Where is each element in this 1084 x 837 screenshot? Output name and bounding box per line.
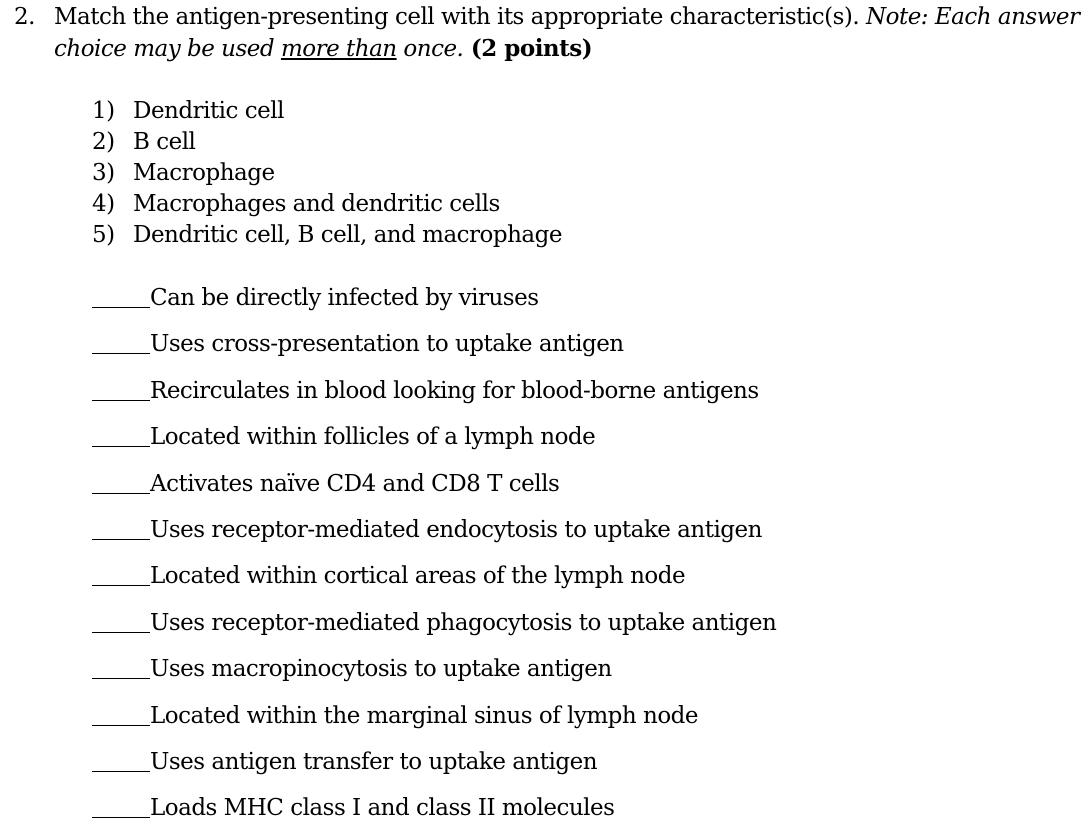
characteristic-row [92, 558, 776, 604]
characteristic-text: Located within follicles of a lymph node [150, 424, 596, 451]
choice-number: 5) [92, 222, 115, 248]
choice-number: 4) [92, 191, 115, 217]
characteristic-row [92, 373, 776, 419]
answer-blank[interactable] [92, 466, 150, 494]
choice-label: B cell [133, 129, 196, 155]
choice-label: Dendritic cell [133, 98, 284, 124]
question-points: (2 points) [463, 35, 593, 62]
answer-blank[interactable] [92, 512, 150, 540]
answer-blank[interactable] [92, 326, 150, 354]
answer-choice [92, 127, 562, 158]
choice-number: 2) [92, 129, 115, 155]
characteristic-text: Uses macropinocytosis to uptake antigen [150, 656, 612, 683]
characteristic-row [92, 280, 776, 326]
characteristic-row [92, 605, 776, 651]
characteristic-row [92, 790, 776, 836]
answer-choice [92, 189, 562, 220]
choice-label: Macrophage [133, 160, 275, 186]
characteristic-text: Recirculates in blood looking for blood-borne antigens [150, 377, 759, 404]
choice-number: 1) [92, 98, 115, 124]
answer-blank[interactable] [92, 280, 150, 308]
characteristic-text: Uses antigen transfer to uptake antigen [150, 748, 598, 775]
question-prompt [14, 2, 1080, 65]
answer-choice [92, 220, 562, 251]
question-number: 2. [14, 4, 35, 30]
characteristic-text: Loads MHC class I and class II molecules [150, 795, 615, 822]
characteristic-text: Activates naïve CD4 and CD8 T cells [150, 470, 560, 497]
answer-blank[interactable] [92, 790, 150, 818]
characteristic-text: Located within the marginal sinus of lymph node [150, 702, 699, 729]
characteristic-text: Uses cross-presentation to uptake antigen [150, 331, 624, 358]
choice-label: Macrophages and dendritic cells [133, 191, 500, 217]
question-note: Note: Each answer choice may be used [54, 4, 1080, 62]
answer-blank[interactable] [92, 558, 150, 586]
characteristics-list [92, 280, 776, 837]
question-note-emphasis: more than [280, 36, 397, 62]
characteristic-row [92, 698, 776, 744]
answer-choice [92, 96, 562, 127]
characteristic-text: Located within cortical areas of the lymph node [150, 563, 686, 590]
answer-blank[interactable] [92, 373, 150, 401]
answer-blank[interactable] [92, 605, 150, 633]
question-text [54, 2, 1080, 65]
characteristic-row [92, 466, 776, 512]
characteristic-row [92, 512, 776, 558]
characteristic-text: Uses receptor-mediated endocytosis to uptake antigen [150, 516, 762, 543]
choice-label: Dendritic cell, B cell, and macrophage [133, 222, 562, 248]
characteristic-text: Can be directly infected by viruses [150, 285, 539, 311]
characteristic-text: Uses receptor-mediated phagocytosis to uptake antigen [150, 609, 777, 636]
characteristic-row [92, 651, 776, 697]
answer-blank[interactable] [92, 651, 150, 679]
answer-blank[interactable] [92, 419, 150, 447]
choice-number: 3) [92, 160, 115, 186]
characteristic-row [92, 326, 776, 372]
question-instruction: Match the antigen-presenting cell with its appropriate characteristic(s). [54, 4, 866, 30]
characteristic-row [92, 744, 776, 790]
answer-choice [92, 158, 562, 189]
characteristic-row [92, 419, 776, 465]
answer-blank[interactable] [92, 698, 150, 726]
answer-blank[interactable] [92, 744, 150, 772]
answer-choices-list [92, 96, 562, 251]
question-note-end: once. [396, 36, 464, 62]
